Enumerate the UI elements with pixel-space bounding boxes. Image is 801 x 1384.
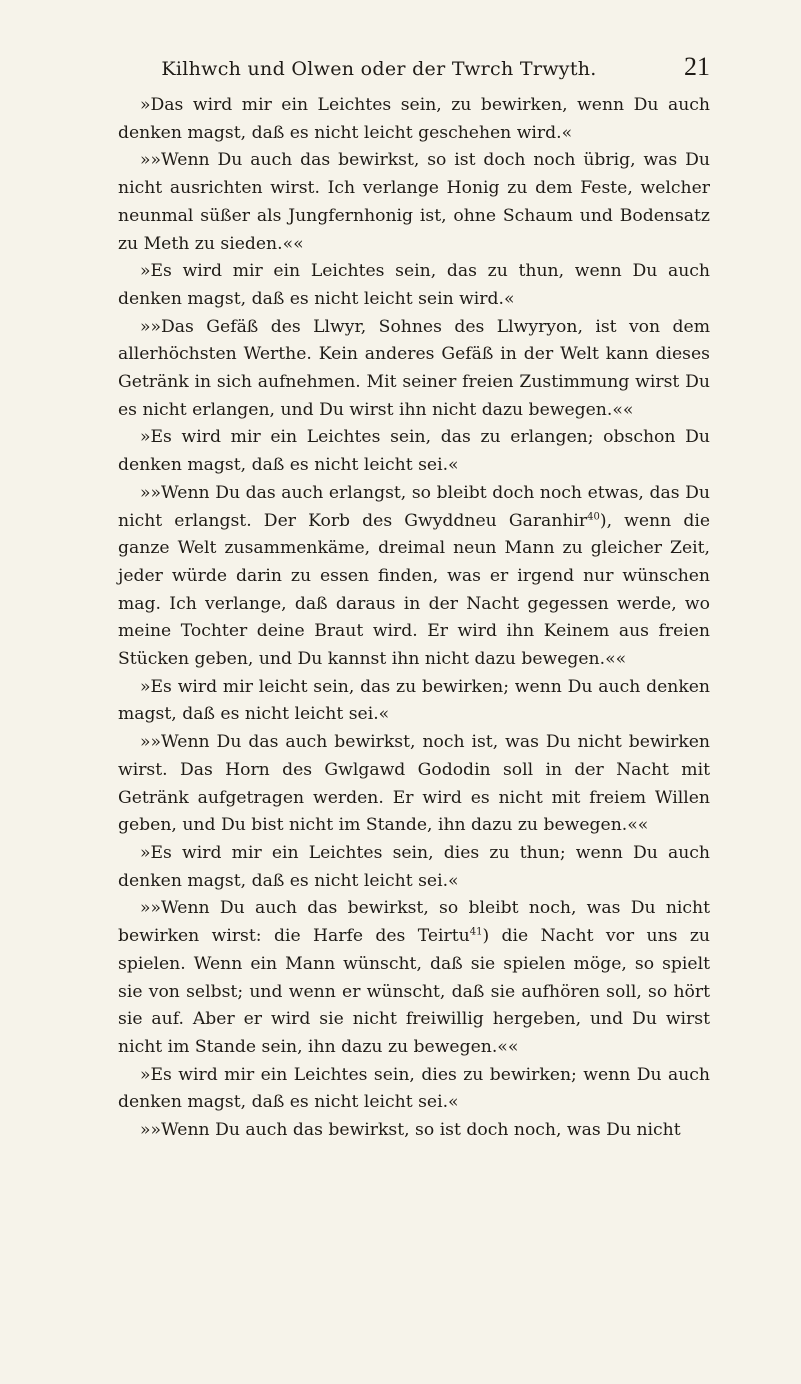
- running-head-title: Kilhwch und Olwen oder der Twrch Trwyth.: [161, 58, 597, 80]
- paragraph: »Es wird mir ein Leichtes sein, dies zu bewirken; wenn Du auch denken magst, daß es nicht leicht sei.«: [118, 1064, 710, 1113]
- paragraph: »»Wenn Du auch das bewirkst, so ist doch noch übrig, was Du nicht ausrichten wirst. Ich verlange Honig zu dem Feste, welcher neunmal süßer als Jungfernhonig ist, ohne Schaum und Bodensatz zu Meth zu sieden.««: [118, 150, 710, 254]
- paragraph: »Es wird mir ein Leichtes sein, das zu thun, wenn Du auch denken magst, daß es nicht leicht sein wird.«: [118, 261, 710, 309]
- paragraph: »»Das Gefäß des Llwyr, Sohnes des Llwyryon, ist von dem allerhöchsten Werthe. Kein anderes Gefäß in der Welt kann dieses Getränk in sich aufnehmen. Mit seiner freien Zustimmung wirst Du es nicht erlangen, und Du wirst ihn nicht dazu bewegen.««: [118, 316, 710, 420]
- paragraph: »Das wird mir ein Leichtes sein, zu bewirken, wenn Du auch denken magst, daß es nicht leicht geschehen wird.«: [118, 95, 710, 143]
- footnote-reference: 41: [469, 926, 483, 938]
- body-text: [118, 92, 710, 1145]
- paragraph: »»Wenn Du das auch bewirkst, noch ist, was Du nicht bewirken wirst. Das Horn des Gwlgawd Gododin soll in der Nacht mit Getränk aufgetragen werden. Er wird es nicht mit freiem Willen geben, und Du bist nicht im Stande, ihn dazu zu bewegen.««: [118, 732, 710, 836]
- footnote-reference: 40: [587, 510, 600, 522]
- paragraph: »Es wird mir leicht sein, das zu bewirken; wenn Du auch denken magst, daß es nicht leicht sei.«: [118, 676, 710, 725]
- paragraph: »Es wird mir ein Leichtes sein, dies zu thun; wenn Du auch denken magst, daß es nicht leicht sei.«: [118, 842, 710, 891]
- paragraph: »»Wenn Du auch das bewirkst, so bleibt noch, was Du nicht bewirken wirst: die Harfe des Teirtu$^{41}$) die Nacht vor uns zu spielen. Wenn ein Mann wünscht, daß sie spielen möge, so spielt sie von selbst; und wenn er wünscht, daß sie aufhören soll, so hört sie auf. Aber er wird sie nicht freiwillig hergeben, und Du wirst nicht im Stande sein, ihn dazu zu bewegen.««: [118, 898, 710, 1057]
- page-number: 21: [684, 52, 710, 81]
- paragraph: »»Wenn Du das auch erlangst, so bleibt doch noch etwas, das Du nicht erlangst. Der Korb des Gwyddneu Garanhir$^{40}$), wenn die ganze Welt zusammenkäme, dreimal neun Mann zu gleicher Zeit, jeder würde darin zu essen finden, was er irgend nur wünschen mag. Ich verlange, daß daraus in der Nacht gegessen werde, wo meine Tochter deine Braut wird. Er wird ihn Keinem aus freien Stücken geben, und Du kannst ihn nicht dazu bewegen.««: [118, 482, 710, 670]
- paragraph: »»Wenn Du auch das bewirkst, so ist doch noch, was Du nicht: [140, 1120, 681, 1141]
- running-head: [118, 50, 710, 84]
- paragraph: »Es wird mir ein Leichtes sein, das zu erlangen; obschon Du denken magst, daß es nicht leicht sei.«: [118, 427, 710, 476]
